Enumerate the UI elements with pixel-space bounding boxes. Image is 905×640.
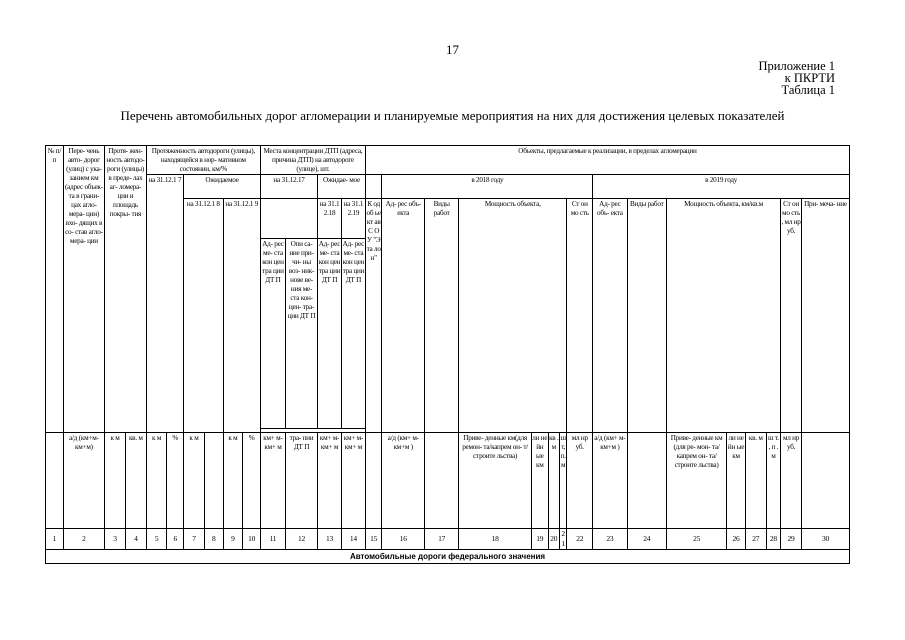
unit-c28: ш т. , п . м — [766, 433, 781, 529]
header-gap — [365, 175, 382, 199]
header-cost-2019: Ст ои мо сть , мл нр уб. — [781, 199, 802, 433]
column-number: 6 — [167, 529, 184, 550]
header-year-2019: в 2019 году — [593, 175, 850, 199]
column-number: 15 — [365, 529, 382, 550]
unit-c14: км+ м- км+ м — [341, 433, 365, 529]
annex-line-2: к ПКРТИ — [784, 71, 835, 85]
unit-c10: % — [243, 433, 261, 529]
column-number: 21 — [561, 529, 565, 548]
unit-c15 — [365, 433, 382, 529]
unit-c13: км+ м- км+ м — [318, 433, 342, 529]
column-number: 17 — [425, 529, 459, 550]
header-objects: Объекты, предлагаемые к реализации, в пределах агломерации — [365, 146, 849, 175]
header-dtp-addr-1: Ад- рес ме- ста кон цен тра ции ДТ П — [260, 239, 285, 429]
unit-c19: ли не йн ые км — [531, 433, 548, 529]
header-obj-addr-2019: Ад- рес объ- екта — [593, 199, 627, 433]
unit-c6: % — [167, 433, 184, 529]
unit-c22: мл нр уб. — [567, 433, 593, 529]
column-number: 28 — [766, 529, 781, 550]
header-num: № п/п — [46, 146, 64, 433]
column-number: 29 — [781, 529, 802, 550]
page-number: 17 — [446, 42, 459, 57]
unit-c16: а/д (км+ м- км+м ) — [382, 433, 425, 529]
unit-c8 — [204, 433, 223, 529]
header-dtp-desc: Опи са- ние при- чи- ны воз- ник- нове ве- ния ме- ста кон- цен- тра- ции ДТ П — [285, 239, 317, 429]
header-dtp-addr-3: Ад- рес ме- ста кон цен тра ции ДТ П — [341, 239, 365, 429]
unit-c23: а/д (км+ м- км+м ) — [593, 433, 627, 529]
unit-c29: мл нр уб. — [781, 433, 802, 529]
section-title: Автомобильные дороги федерального значения — [46, 550, 850, 564]
header-dtp-gap — [260, 199, 317, 239]
column-number: 25 — [666, 529, 726, 550]
header-dtp-expected: Ожидае- мое — [318, 175, 366, 199]
annex-line-3: Таблица 1 — [781, 83, 835, 97]
unit-c3: к м — [105, 433, 126, 529]
column-number: 18 — [459, 529, 532, 550]
header-year-2018: в 2018 году — [382, 175, 593, 199]
header-dtp-places: Места концентрации ДТП (адреса, причина ДТП) на автодороге (улице), шт. — [260, 146, 365, 175]
unit-c9: к м — [223, 433, 243, 529]
unit-c2: а/д (км+м- км+м) — [63, 433, 105, 529]
column-number: 20 — [548, 529, 559, 550]
unit-c12: тра- пии ДТ П — [285, 433, 317, 529]
column-number: 30 — [801, 529, 849, 550]
header-road-length: Протя- жен- ность автодо- роги (улицы) в преде- лах аг- ломера- ции и площадь покры- тия — [105, 146, 147, 433]
unit-c26: ли не йн ые км — [727, 433, 746, 529]
header-obj-addr: Ад- рес объ- екта — [382, 199, 425, 433]
column-number: 22 — [567, 529, 593, 550]
header-capacity-2018: Мощность объекта, — [459, 199, 567, 433]
header-capacity-2019: Мощность объекта, км/кв.м — [666, 199, 780, 433]
column-number: 19 — [531, 529, 548, 550]
unit-c11: км+ м- км+ м — [260, 433, 285, 529]
unit-c4: кв. м — [125, 433, 146, 529]
header-road-list: Пере- чень авто- дорог (улиц) с ука- занием км (адрес объек- та в грани- цах агло- мера- ции) вхо- дящих в со- став агло- мера- ции — [63, 146, 105, 433]
unit-c17 — [425, 433, 459, 529]
header-dtp-on-2017: на 31.12.17 — [260, 175, 317, 199]
header-dtp-2019: на 31.1 2.19 — [341, 199, 365, 239]
header-normative-length: Протяженность автодороги (улицы), находящейся в нор- мативном состоянии, км/% — [146, 146, 260, 175]
header-work-types-2019: Виды работ — [627, 199, 666, 433]
unit-c30 — [801, 433, 849, 529]
header-dtp-2018: на 31.1 2.18 — [318, 199, 342, 239]
header-on-2019: на 31.12.1 9 — [223, 199, 260, 433]
header-notes: При- меча- ние — [801, 199, 849, 433]
column-number: 9 — [223, 529, 243, 550]
roads-table — [45, 145, 850, 564]
column-number: 10 — [243, 529, 261, 550]
header-expected: Ожидаемое — [184, 175, 261, 199]
annex-block — [759, 60, 835, 96]
column-number: 11 — [260, 529, 285, 550]
header-on-2018: на 31.12.1 8 — [184, 199, 223, 433]
unit-c24 — [627, 433, 666, 529]
unit-c25: Приве- денные км (для ре- мон- та/капрем он- та/строите льства) — [666, 433, 726, 529]
document-title: Перечень автомобильных дорог агломерации и планируемые мероприятия на них для достижения целевых показателей — [120, 108, 785, 123]
unit-c5: к м — [146, 433, 167, 529]
header-cost: Ст ои мо сть — [567, 199, 593, 433]
unit-c27: кв. м — [745, 433, 766, 529]
column-number: 23 — [593, 529, 627, 550]
column-number: 26 — [727, 529, 746, 550]
column-number: 5 — [146, 529, 167, 550]
unit-c18: Приве- денные км(для ремон- та/капрем он- т/строите льства) — [459, 433, 532, 529]
column-number: 3 — [105, 529, 126, 550]
column-number: 14 — [341, 529, 365, 550]
column-number: 16 — [382, 529, 425, 550]
column-number: 1 — [46, 529, 64, 550]
header-work-types: Виды работ — [425, 199, 459, 433]
header-kod: К од об ье кт ав С О У "Э та ло н" — [365, 199, 382, 433]
column-number: 27 — [745, 529, 766, 550]
column-number: 7 — [184, 529, 205, 550]
column-number: 8 — [204, 529, 223, 550]
header-dtp-addr-2: Ад- рес ме- ста кон цен тра ции ДТ П — [318, 239, 342, 429]
unit-c21: ш т, п. м — [560, 433, 567, 529]
column-number: 12 — [285, 529, 317, 550]
column-number: 24 — [627, 529, 666, 550]
column-number: 4 — [125, 529, 146, 550]
column-number: 2 — [63, 529, 105, 550]
annex-line-1: Приложение 1 — [758, 59, 835, 73]
column-number: 13 — [318, 529, 342, 550]
unit-c1 — [46, 433, 64, 529]
unit-c20: кв . м — [548, 433, 559, 529]
unit-c7: к м — [184, 433, 205, 529]
header-on-date-2017: на 31.12.1 7 — [146, 175, 183, 433]
